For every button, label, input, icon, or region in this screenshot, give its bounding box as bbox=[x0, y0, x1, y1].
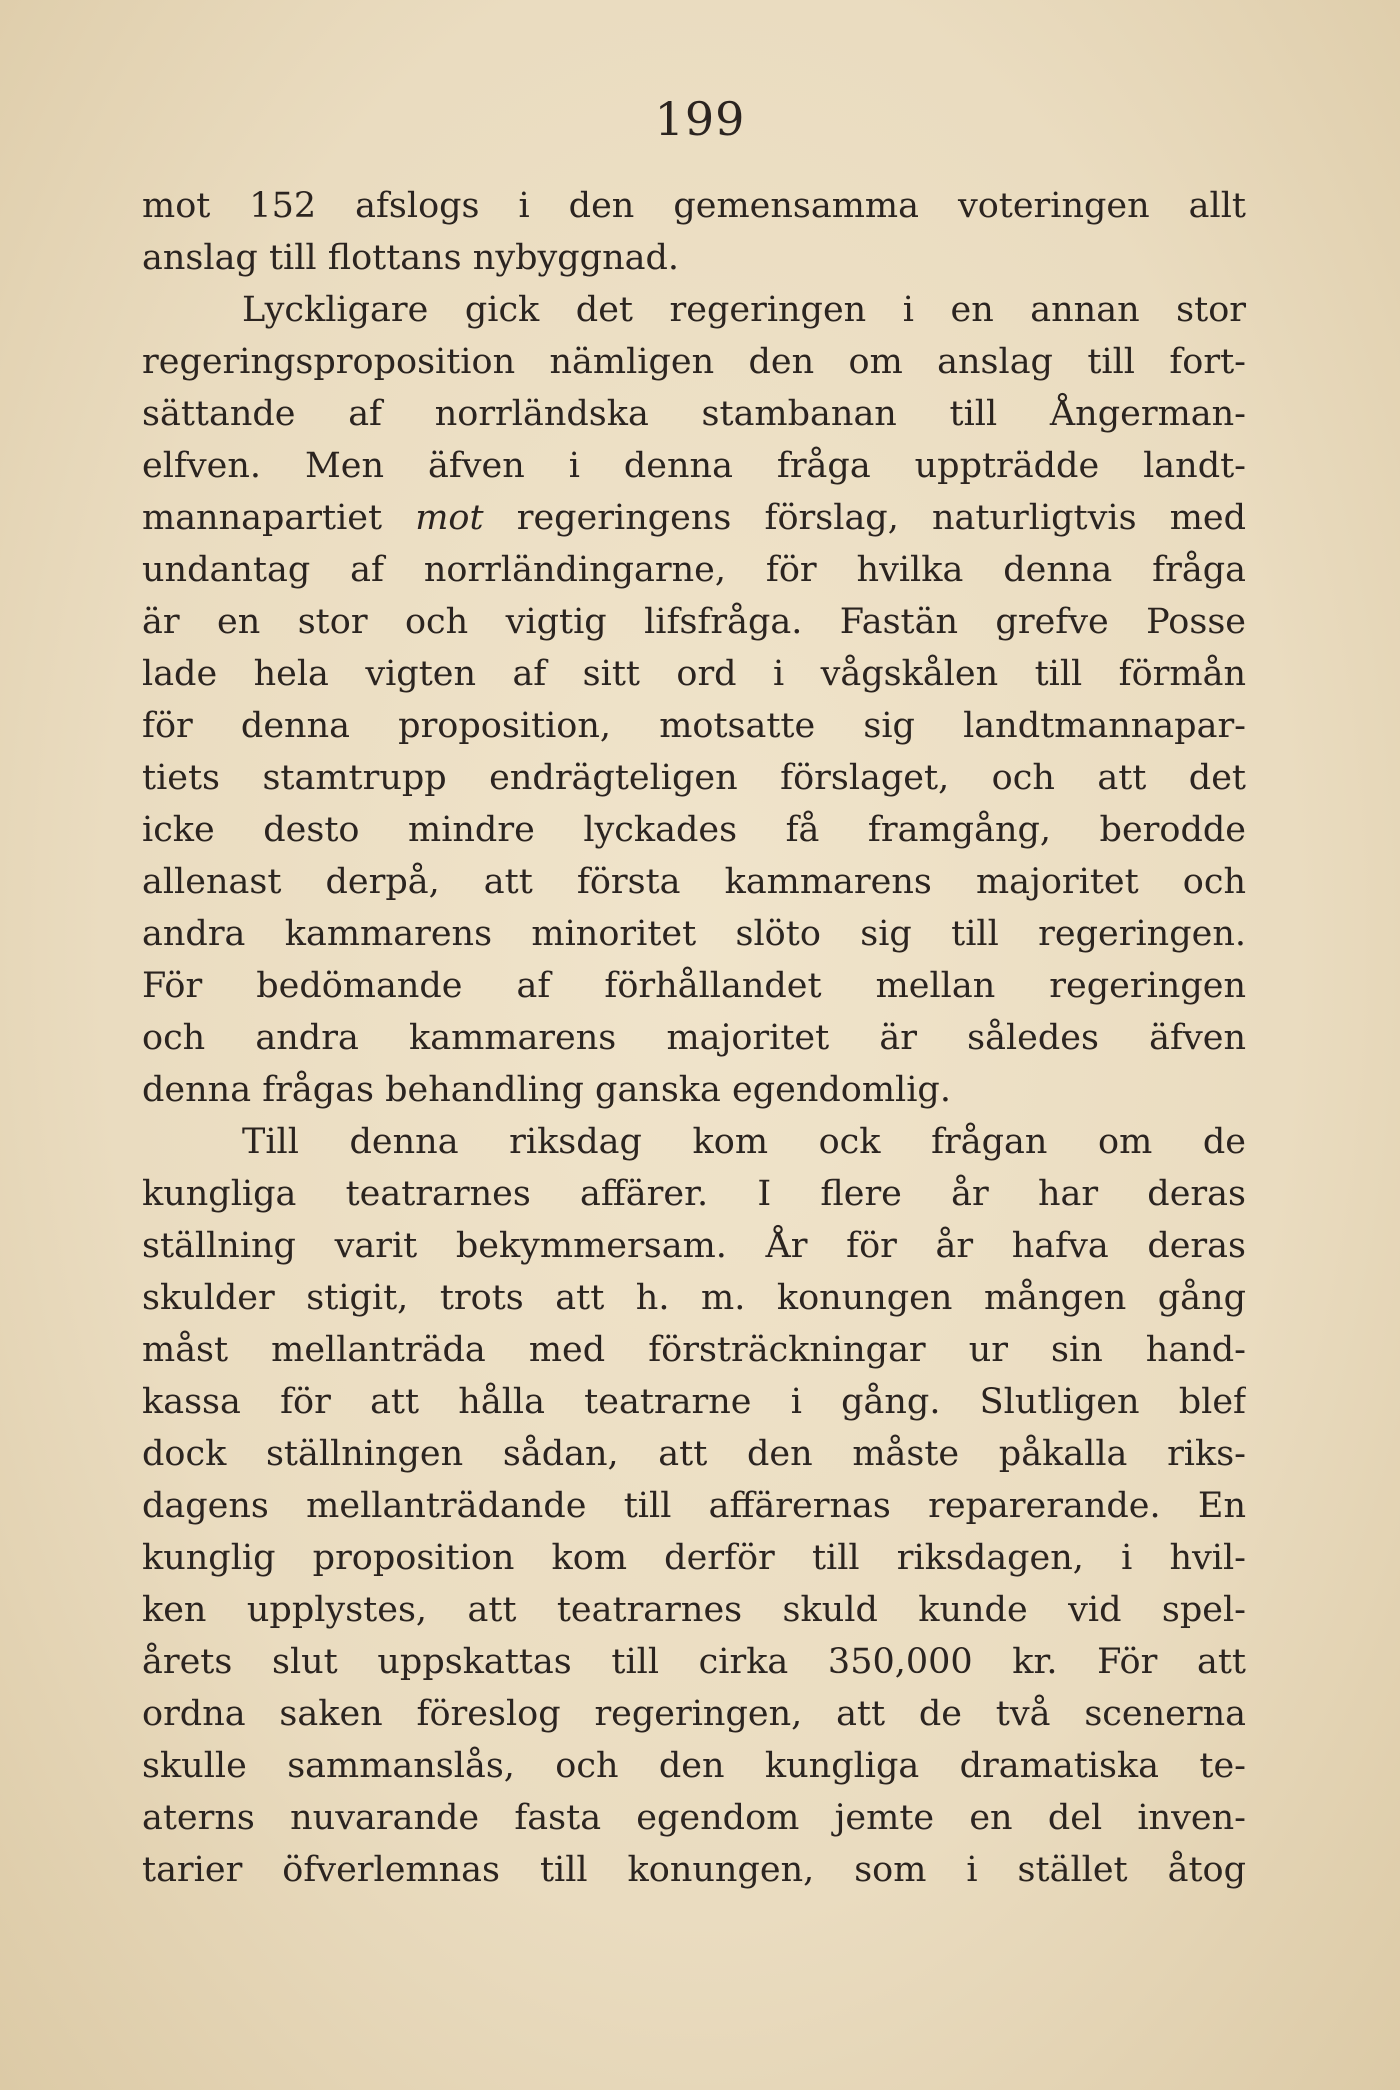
emphasized-word: mot bbox=[415, 498, 484, 538]
text-line: måst mellanträda med försträckningar ur sin hand- bbox=[142, 1330, 1246, 1370]
body-text bbox=[142, 180, 1246, 1896]
text-line: dock ställningen sådan, att den måste påkalla riks- bbox=[142, 1434, 1246, 1474]
page-number: 199 bbox=[654, 92, 746, 146]
text-line: ordna saken föreslog regeringen, att de två scenerna bbox=[142, 1694, 1246, 1734]
text-line: årets slut uppskattas till cirka 350,000 kr. För att bbox=[142, 1642, 1246, 1682]
text-line: denna frågas behandling ganska egendomlig. bbox=[142, 1070, 951, 1110]
text-line: sättande af norrländska stambanan till Ångerman- bbox=[142, 394, 1246, 434]
text-line: Till denna riksdag kom ock frågan om de bbox=[242, 1122, 1246, 1162]
text-line: anslag till flottans nybyggnad. bbox=[142, 238, 680, 278]
text-line: För bedömande af förhållandet mellan regeringen bbox=[142, 966, 1246, 1006]
text-line: aterns nuvarande fasta egendom jemte en del inven- bbox=[142, 1798, 1246, 1838]
text-line: Lyckligare gick det regeringen i en annan stor bbox=[242, 290, 1246, 330]
text-fragment: mannapartiet bbox=[142, 498, 416, 538]
text-line: icke desto mindre lyckades få framgång, berodde bbox=[142, 810, 1246, 850]
text-line: är en stor och vigtig lifsfråga. Fastän grefve Posse bbox=[142, 602, 1246, 642]
text-line: ställning varit bekymmersam. År för år hafva deras bbox=[142, 1226, 1246, 1266]
text-line: andra kammarens minoritet slöto sig till regeringen. bbox=[142, 914, 1246, 954]
text-line: kungliga teatrarnes affärer. I flere år har deras bbox=[142, 1174, 1246, 1214]
text-line: tiets stamtrupp endrägteligen förslaget, och att det bbox=[142, 758, 1246, 798]
text-line: regeringsproposition nämligen den om anslag till fort- bbox=[142, 342, 1246, 382]
text-line: kunglig proposition kom derför till riksdagen, i hvil- bbox=[142, 1538, 1246, 1578]
text-line: och andra kammarens majoritet är således äfven bbox=[142, 1018, 1246, 1058]
text-line: för denna proposition, motsatte sig landtmannapar- bbox=[142, 706, 1246, 746]
text-line: dagens mellanträdande till affärernas reparerande. En bbox=[142, 1486, 1246, 1526]
text-line: skulder stigit, trots att h. m. konungen mången gång bbox=[142, 1278, 1246, 1318]
text-line: elfven. Men äfven i denna fråga uppträdde landt- bbox=[142, 446, 1246, 486]
text-line: ken upplystes, att teatrarnes skuld kunde vid spel- bbox=[142, 1590, 1246, 1630]
text-line: kassa för att hålla teatrarne i gång. Slutligen blef bbox=[142, 1382, 1246, 1422]
text-line-with-emphasis bbox=[142, 492, 1246, 544]
text-line: tarier öfverlemnas till konungen, som i stället åtog bbox=[142, 1850, 1246, 1890]
text-line: skulle sammanslås, och den kungliga dramatiska te- bbox=[142, 1746, 1246, 1786]
text-line: undantag af norrländingarne, för hvilka denna fråga bbox=[142, 550, 1246, 590]
text-line: allenast derpå, att första kammarens majoritet och bbox=[142, 862, 1246, 902]
text-line: lade hela vigten af sitt ord i vågskålen till förmån bbox=[142, 654, 1246, 694]
text-fragment: regeringens förslag, naturligtvis med bbox=[483, 498, 1246, 538]
text-line: mot 152 afslogs i den gemensamma voteringen allt bbox=[142, 186, 1246, 226]
